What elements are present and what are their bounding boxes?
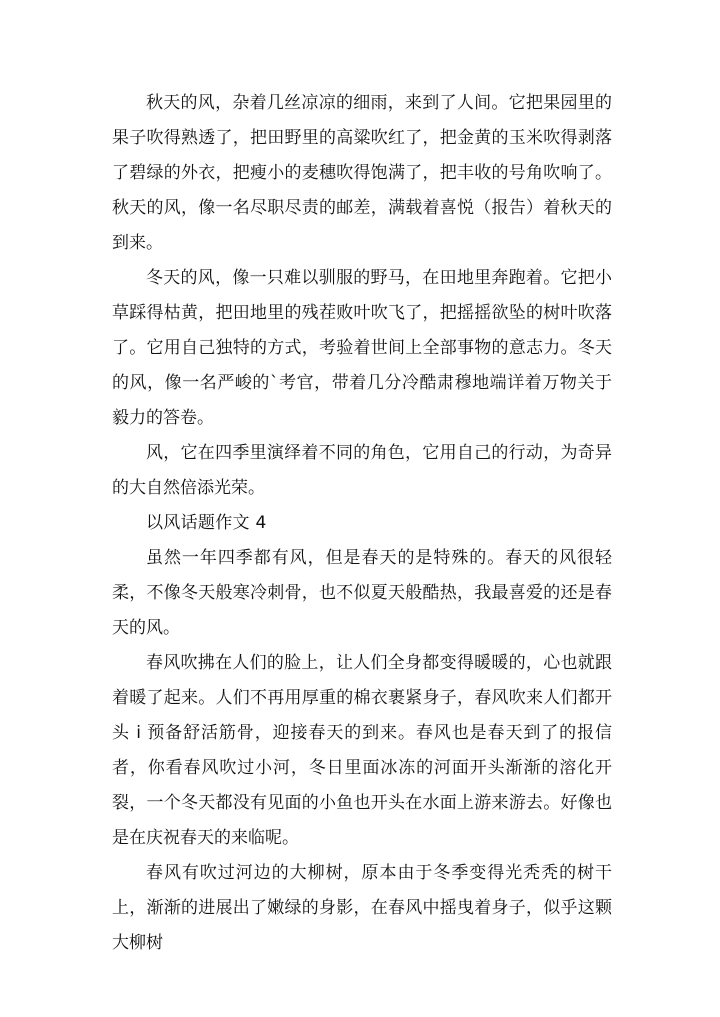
- essay-heading: 以风话题作文 4: [146, 513, 267, 533]
- paragraph-winter-wind: 冬天的风，像一只难以驯服的野马，在田地里奔跑着。它把小草踩得枯黄，把田地里的残茬败叶吹飞了，把摇摇欲坠的树叶吹落了。它用自己独特的方式，考验着世间上全部事物的意志力。冬天的风，像一名严峻的`考官，带着几分冷酷肃穆地端详着万物关于毅力的答卷。: [112, 268, 612, 428]
- paragraph-spring-intro: 虽然一年四季都有风，但是春天的是特殊的。春天的风很轻柔，不像冬天般寒冷刺骨，也不似夏天般酷热，我最喜爱的还是春天的风。: [112, 548, 612, 638]
- paragraph-willow-tree: 春风有吹过河边的大柳树，原本由于冬季变得光秃秃的树干上，渐渐的进展出了嫩绿的身影，在春风中摇曳着身子，似乎这颗大柳树: [112, 863, 612, 953]
- paragraph-autumn-wind: 秋天的风，杂着几丝凉凉的细雨，来到了人间。它把果园里的果子吹得熟透了，把田野里的高粱吹红了，把金黄的玉米吹得剥落了碧绿的外衣，把瘦小的麦穗吹得饱满了，把丰收的号角吹响了。秋天的风，像一名尽职尽责的邮差，满载着喜悦（报告）着秋天的到来。: [112, 93, 612, 253]
- paragraph-spring-breeze: 春风吹拂在人们的脸上，让人们全身都变得暖暖的，心也就跟着暖了起来。人们不再用厚重的棉衣裹紧身子，春风吹来人们都开头 i 预备舒活筋骨，迎接春天的到来。春风也是春天到了的报信者，你看春风吹过小河，冬日里面冰冻的河面开头渐渐的溶化开裂，一个冬天都没有见面的小鱼也开头在水面上游来游去。好像也是在庆祝春天的来临呢。: [112, 653, 612, 848]
- paragraph-wind-summary: 风，它在四季里演绎着不同的角色，它用自己的行动，为奇异的大自然倍添光荣。: [112, 443, 612, 498]
- document-body: [112, 86, 612, 961]
